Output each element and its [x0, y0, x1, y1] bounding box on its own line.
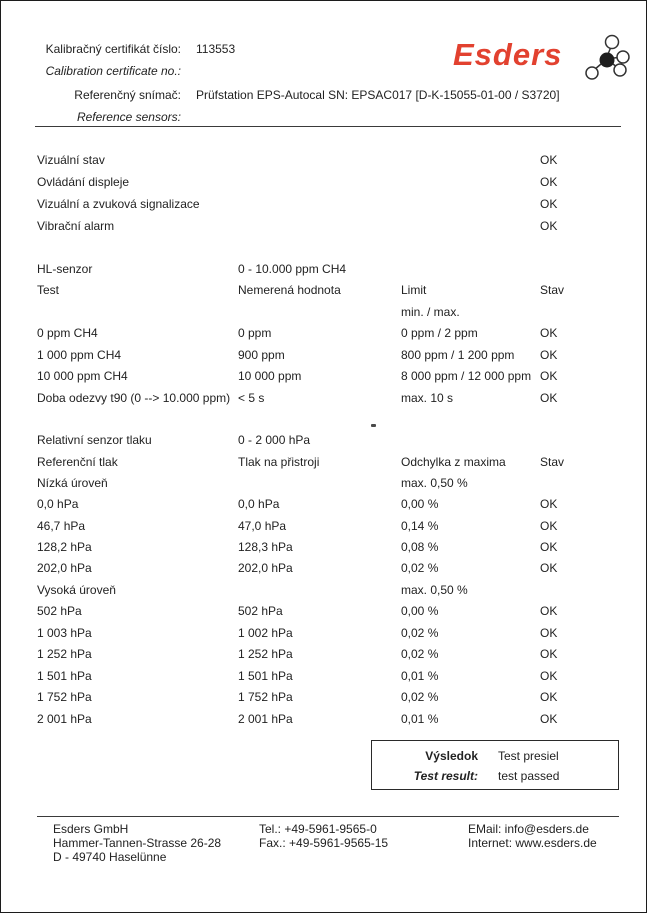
status-value: OK	[540, 540, 558, 554]
device-pressure-value: 47,0 hPa	[238, 519, 287, 533]
footer-phone-column	[259, 822, 388, 850]
pressure-sensor-range: 0 - 2 000 hPa	[238, 433, 311, 447]
hl-test-row	[1, 391, 646, 407]
deviation-value: 0,14 %	[401, 519, 439, 533]
status-value: OK	[540, 369, 558, 383]
check-label: Vibrační alarm	[37, 219, 115, 233]
pressure-test-row	[1, 712, 646, 728]
reference-pressure-value: 46,7 hPa	[37, 519, 86, 533]
status-value: OK	[540, 647, 558, 661]
status-value: OK	[540, 197, 558, 211]
hl-sensor-range: 0 - 10.000 ppm CH4	[238, 262, 347, 276]
measured-value: 900 ppm	[238, 348, 285, 362]
footer-company-column	[53, 822, 221, 864]
device-pressure-value: 128,3 hPa	[238, 540, 293, 554]
footer-tel: Tel.: +49-5961-9565-0	[259, 822, 377, 836]
pressure-header-row	[1, 455, 646, 471]
header-divider	[35, 126, 621, 127]
hl-sensor-subheader-row	[1, 305, 646, 321]
device-pressure-value: 1 252 hPa	[238, 647, 293, 661]
hl-test-row	[1, 326, 646, 342]
footer-divider	[37, 816, 619, 817]
status-value: OK	[540, 604, 558, 618]
status-value: OK	[540, 326, 558, 340]
pressure-test-row	[1, 497, 646, 513]
pressure-test-row	[1, 690, 646, 706]
footer-company-name: Esders GmbH	[53, 822, 129, 836]
pressure-sensor-title-row	[1, 433, 646, 449]
device-pressure-value: 2 001 hPa	[238, 712, 293, 726]
status-value: OK	[540, 348, 558, 362]
reference-pressure-value: 1 752 hPa	[37, 690, 92, 704]
status-value: OK	[540, 153, 558, 167]
status-value: OK	[540, 175, 558, 189]
status-value: OK	[540, 690, 558, 704]
reference-pressure-value: 502 hPa	[37, 604, 82, 618]
esders-logo-text: Esders	[453, 37, 563, 72]
footer-online-column	[468, 822, 597, 850]
check-label: Vizuální a zvuková signalizace	[37, 197, 200, 211]
pressure-test-row	[1, 647, 646, 663]
hl-sensor-title-row	[1, 262, 646, 278]
deviation-value: 0,00 %	[401, 497, 439, 511]
col-header-limit: Limit	[401, 283, 427, 297]
deviation-value: 0,08 %	[401, 540, 439, 554]
measured-value: < 5 s	[238, 391, 265, 405]
check-row	[1, 153, 646, 169]
col-header-limit-sub: min. / max.	[401, 305, 460, 319]
reference-pressure-value: 1 003 hPa	[37, 626, 92, 640]
footer-company-city: D - 49740 Haselünne	[53, 850, 167, 864]
status-value: OK	[540, 219, 558, 233]
status-value: OK	[540, 391, 558, 405]
col-header-test: Test	[37, 283, 60, 297]
reference-sensor-label-en: Reference sensors:	[76, 110, 181, 124]
deviation-value: 0,01 %	[401, 712, 439, 726]
test-label: 1 000 ppm CH4	[37, 348, 122, 362]
limit-value: 8 000 ppm / 12 000 ppm	[401, 369, 532, 383]
reference-pressure-value: 0,0 hPa	[37, 497, 79, 511]
device-pressure-value: 1 501 hPa	[238, 669, 293, 683]
col-header-device-pressure: Tlak na přistroji	[238, 455, 320, 469]
cert-number-label-en: Calibration certificate no.:	[45, 64, 181, 78]
status-value: OK	[540, 497, 558, 511]
low-level-max: max. 0,50 %	[401, 476, 468, 490]
test-label: 10 000 ppm CH4	[37, 369, 128, 383]
low-level-label: Nízká úroveň	[37, 476, 108, 490]
footer-website: Internet: www.esders.de	[468, 836, 597, 850]
pressure-test-row	[1, 604, 646, 620]
device-pressure-value: 1 752 hPa	[238, 690, 293, 704]
hl-sensor-title: HL-senzor	[37, 262, 93, 276]
high-level-label: Vysoká úroveň	[37, 583, 116, 597]
pressure-sensor-title: Relativní senzor tlaku	[37, 433, 152, 447]
reference-sensor-label-sk: Referenčný snímač:	[74, 88, 181, 102]
col-header-status: Stav	[540, 455, 565, 469]
check-row	[1, 175, 646, 191]
check-label: Ovládání displeje	[37, 175, 130, 189]
footer-email: EMail: info@esders.de	[468, 822, 589, 836]
hl-test-row	[1, 348, 646, 364]
result-value-en: test passed	[498, 769, 560, 783]
test-label: 0 ppm CH4	[37, 326, 98, 340]
limit-value: max. 10 s	[401, 391, 454, 405]
device-pressure-value: 1 002 hPa	[238, 626, 293, 640]
reference-pressure-value: 2 001 hPa	[37, 712, 92, 726]
deviation-value: 0,01 %	[401, 669, 439, 683]
high-level-row	[1, 583, 646, 599]
device-pressure-value: 202,0 hPa	[238, 561, 293, 575]
result-value-sk: Test presiel	[498, 749, 559, 763]
footer-fax: Fax.: +49-5961-9565-15	[259, 836, 389, 850]
measured-value: 0 ppm	[238, 326, 272, 340]
low-level-row	[1, 476, 646, 492]
scan-artifact-mark	[371, 424, 376, 427]
footer-company-street: Hammer-Tannen-Strasse 26-28	[53, 836, 222, 850]
check-label: Vizuální stav	[37, 153, 105, 167]
check-row	[1, 197, 646, 213]
status-value: OK	[540, 561, 558, 575]
reference-sensor-value: Prüfstation EPS-Autocal SN: EPSAC017 [D-K-15055-01-00 / S3720]	[196, 88, 560, 102]
cert-number-label-sk: Kalibračný certifikát číslo:	[45, 42, 181, 56]
result-label-sk: Výsledok	[425, 749, 478, 763]
status-value: OK	[540, 669, 558, 683]
test-label: Doba odezvy t90 (0 --> 10.000 ppm)	[37, 391, 231, 405]
col-header-measured: Nemerená hodnota	[238, 283, 341, 297]
test-result-box	[371, 740, 619, 790]
col-header-reference-pressure: Referenční tlak	[37, 455, 118, 469]
reference-pressure-value: 202,0 hPa	[37, 561, 92, 575]
pressure-test-row	[1, 669, 646, 685]
deviation-value: 0,02 %	[401, 561, 439, 575]
pressure-test-row	[1, 519, 646, 535]
device-pressure-value: 0,0 hPa	[238, 497, 280, 511]
status-value: OK	[540, 626, 558, 640]
measured-value: 10 000 ppm	[238, 369, 302, 383]
col-header-status: Stav	[540, 283, 565, 297]
deviation-value: 0,02 %	[401, 647, 439, 661]
limit-value: 0 ppm / 2 ppm	[401, 326, 478, 340]
device-pressure-value: 502 hPa	[238, 604, 283, 618]
high-level-max: max. 0,50 %	[401, 583, 468, 597]
cert-number-value: 113553	[196, 42, 236, 56]
limit-value: 800 ppm / 1 200 ppm	[401, 348, 515, 362]
reference-pressure-value: 1 252 hPa	[37, 647, 92, 661]
result-label-en: Test result:	[413, 769, 478, 783]
col-header-deviation: Odchylka z maxima	[401, 455, 506, 469]
check-row	[1, 219, 646, 235]
pressure-test-row	[1, 540, 646, 556]
reference-pressure-value: 1 501 hPa	[37, 669, 92, 683]
hl-sensor-header-row	[1, 283, 646, 299]
deviation-value: 0,00 %	[401, 604, 439, 618]
status-value: OK	[540, 519, 558, 533]
deviation-value: 0,02 %	[401, 626, 439, 640]
pressure-test-row	[1, 561, 646, 577]
status-value: OK	[540, 712, 558, 726]
deviation-value: 0,02 %	[401, 690, 439, 704]
molecule-icon	[584, 34, 630, 85]
pressure-test-row	[1, 626, 646, 642]
hl-test-row	[1, 369, 646, 385]
reference-pressure-value: 128,2 hPa	[37, 540, 92, 554]
